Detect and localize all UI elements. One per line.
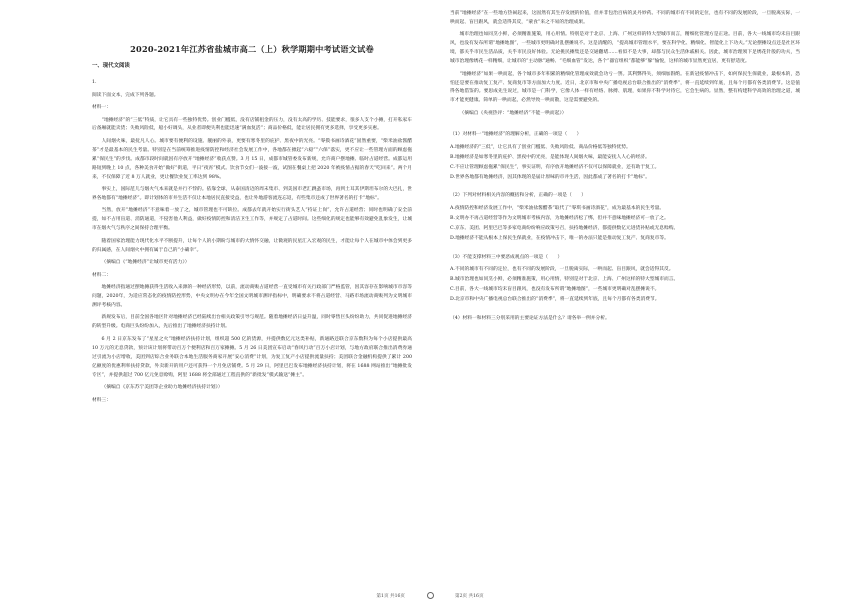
material-three-label: 材料三： [92,397,112,403]
material-three-paragraph: “地摊经济”如果一哄而起，各个城市多年积累的精细化管理成效就会功亏一篑。其利弊得失，须细加斟酌。在新冠疫情冲击下，如何保民生保就业，最根本的，恐怕还是要在推动复工复产、复商复市等方面加大力度。近日，北京市和中央广播电视总台联合推出的“消费季”，将一直延续到年底，且每个月都有各类消费节。这是值得各地借鉴的。要思成先生说过，城市是一门科学，它像人体一样有经络、脉搏、肌理，如果你不科学对待它，它会生病的。显然，整有构建科学高效的治理之道，城市才能更健康。简单的一哄而起，必然导致一哄而散，这是需要避免的。 [450,71,800,104]
material-two-source: （摘编自《京东苏宁美团等企业助力地摊经济扶持计划》） [101,385,223,390]
material-three-paragraph: 城市治理也如同烹小鲜，必须精准施策，用心用情。特别是对于北京、上海、广州这样的特大型城市而言，精细化管理方是正途。目前，各大一线城市均未盲目跟风，也没有发布所谓“地摊地图”，一些城市更明确对乱摆摊说不。这是清醒的，“提高城市管理水平，要在科学化、精细化、智能化上下功夫。”无论摆摊设点还是社区环境，都关乎市民生活品质，关乎市民良好体验。无论挑民摊集还是交通翻堵……看似不是大事，却都与民众生活休戚相关。因此，城市治理须下足绣花针般的功夫，当城市治理像绣花一样精细，让城市的“主动脉”通畅、“毛细血管”发达，各个“器官组织”都能够“躲”愉悦，这样的城市显然更宜居，更有舒适度。 [450,32,800,65]
question-number: 1. [92,80,97,85]
material-three-source: （摘编自《央视热评：“地摊经济”不能一哄而起》） [459,110,567,116]
question-1-option-d: D.世界各地都有地摊经济，因其体现的是届计原味的市井生活，因此都成了著名的打卡“地标”。 [450,174,651,180]
material-two-paragraph: 新规发布后，目前全国各地区针对地摊经济已经陆续出台相关政策引导与规范。随着地摊经济日益升温，同时零售巨头纷纷助力，共同促进地摊经济的转型升级。电商巨头纷纷加入，先后推出了地摊经济扶持计划。 [92,315,412,330]
material-one-paragraph: 事实上，国际范儿与烟火气本来就是并行不悖的。依靠全球，从泰国清迈的周末集市、到美国市老汇跳蚤市场，再到土耳其伊斯坦布尔的大巴扎，世界各地都有“地摊经济”。即计划体的市井生活不仅让本地居民直接受益，也让外地游客流连忘返，有些集市还成了世界著名的打卡“地标”。 [92,187,412,201]
page-divider-circle [427,592,434,599]
question-1-option-c: C.不应让管理顾虑拖累“保民生”，事实证明，有序放开地摊经济不仅可以保障就业，还有助于复工。 [450,164,660,170]
page-footer [0,592,860,599]
section-heading: 一、现代文阅读 [92,63,130,69]
material-one-paragraph: “地摊经济”的“三低”特质，让它具有一些独特优势。创业门槛低，没有店铺租金的压力，没有太高的学历、技能要求，很多人支个小摊，打开私家车后备厢就能卖货；失败风险低，船小好调头，从业者即便失利也能迅速“满血复活”；商品价格低，能让居民拥有更多选择，享受更多实惠。 [92,117,412,132]
exam-title: 2020-2021年江苏省盐城市高二（上）秋学期期中考试语文试卷 [130,44,374,54]
question-2-stem: （2）下列对材料相关内容的概括和分析，正确的一项是（ ） [450,193,587,199]
material-one-paragraph: 人间烟火味，最抚凡人心。城市要有便利的设施、靓丽的外表，更要有寒冬里的庇护、黑夜中的光亮。“零摸书画诗酒花”固然重要，“柴米油盐酱醋茶”才是最基本的民生考量。特别是在当前统筹推进疫情防控和经济社会发展工作中，各地都在掀起“六稳”“六保”落实，更不应让一些管理方面的顾虑拖累“保民生”的步伐。成都市段时间就因有序放开“地摊经济”收获点赞。3 月 15 日，成都市城管委发布新规，允许商户摆地摊、临时占道经营。成都运用路短到晚上 10 点，各种美食开始“做好”街道，平日“夜宵”模式。饮食节女们一波接一波，试图在餐桌上把 2020 年被疫情占据的春天“吃回来”。两个月来，不仅保障了近 8 万人就业，更让餐饮业复工率达到 98%。 [92,138,412,180]
question-4-stem: （4）材料一和材料三分别采用的主要论证方法是什么？请各举一例并分析。 [450,315,610,321]
material-three-paragraph: 当前“地摊经济”在一些地方热闹起来，这固然有其生存发展的价值，但并非包治百病的灵丹妙药。不同的城市有不同的定位，也有不同的发展阶段，一旦脱离实际，一哄而起、盲目跟风，就会适得其反，“蒙食”来之不易的治理成果。 [450,11,800,25]
question-3-option-c: C.目前，各大一线城市均未盲目跟风，也没有发布所谓“地摊地图”，一些城市更明确对乱摆摊说不。 [450,286,660,292]
material-one-paragraph: 随着国家治理能力现代化水平不断提升，让每个人的小期盼与城市的大情怀交融，让微观的民星汇入宏观的民生，才能让每个人在城市中体会到更多的归属感，在人间烟火中拥有属于自己的“小确幸”。 [92,238,412,253]
question-3-option-b: B.城市治理也如同烹小鲜，必须精准施策，用心用情，特别是对于北京、上海、广州这样的特大型城市而言。 [450,277,679,282]
material-one-paragraph: 当然，放开“地摊经济”不意味着一放了之，城市管理也不可缺位。成都去年就开始实行街头艺人“持证上岗”，允许占道经营；同时也明确了安全前提，如不占用盲道、消防通道，不侵害他人利益，做好疫情防控和清洁卫生工作等，并规定了占道时间。这些细化的规定也能够有效避免乱象发生，让城市在烟火气与秩序之间保持合理平衡。 [92,208,412,232]
material-one-label: 材料一： [92,105,112,110]
question-1-stem: （1）对材料一“地摊经济”的理解分析，正确的一项是（ ） [450,132,582,138]
question-1-option-b: B.地摊经济是如寒冬里的庇护、黑夜中的光亮，是能体现人间烟火味，最能安抚人人心的经济。 [450,154,650,160]
right-page [430,0,860,608]
page-number-right: 第2页 共16页 [454,594,484,599]
material-two-paragraph: 地摊经济指通过摆地摊获得生活收入来源的一种经济形势，以前，流动商贩占道经营一直受城市有关行政部门严格监管，因其容存在影响城市市容等问题，2020年，为适应常态化的疫情防控形势，中央文明办在今年全国文明城市测评指标中，明确要求不将占道经营、马路市场流动商贩列为文明城市测评考核内容。 [92,285,412,308]
question-1-option-a: A.地摊经济的“三低”，让它具有了创业门槛低、失败风险低、商品价格低等独特优势。 [450,144,631,150]
question-3-option-d: D.北京市和中央广播电视总台联合推出的“消费季”，将一直延续到年底，且每个月都有各类消费节。 [450,296,660,302]
reading-instruction: 阅读下面文本，完成下列各题。 [92,92,159,98]
material-two-paragraph: 6 月 2 日京东发布了“星星之火”地摊经济扶持计划，组织超 500 亿的货源，并提供数亿元这类补贴，新通路还联合京东数科为每个小店提供最高 10 万元的无息贷款，预计该计划将带动百万个便利店和百万家摊摊。5 月 26 日美团宣布启动“春风行动”百万小店计划，与地方政府联合推出消费券通过引流为小店增收，美团到店综合业务联合本地生活服务商家开展“安心消费”计划，为复工复产小店提供流量扶持；美团联合金融机构提供了累计 200 亿额度的优惠利率扶持贷款，外卖新开的用户还可获得一个月免店铺费。5 月 29 日，阿里巴巴发布地摊经济扶持计划，将在 1688 网站推出“地摊批发专区”，并提供超过 700 亿元免息赊购，阿里 1688 将全部通过工程直供的“新批发”模式输送“摊主”。 [92,336,412,378]
question-2-option-c: C.京东、美团、阿里巴巴等多家电商纷纷响应政策号召，扶持地摊经济，都提供数亿元进货补贴或无息赊购。 [450,225,679,231]
question-3-option-a: A.不同的城市有不同的定位，也有不同的发展阶段，一旦脱离实际，一哄而起、盲目跟风，就会适得其反。 [450,267,674,273]
material-one-source: （摘编自《“地摊经济”让城市更有活力》） [101,260,190,266]
question-2-option-a: A.疫情防控和经济发展工作中，“柴米油盐酱醋茶”取代了“零琪书画诗酒花”，成为最基本的民生考量。 [450,205,665,211]
material-two-label: 材料二： [92,272,112,278]
question-2-option-b: B.文明办不再占道经营等作为文明城市考核内容，为地摊经济松了绑，但并不意味地摊经济可一放了之。 [450,215,669,221]
page-number-left: 第1页 共16页 [376,594,406,599]
question-2-option-d: D.地摊经济不能从根本上保民生保就业，在疫情冲击下，唯一的办法只能是推动复工复产、复商复市等。 [450,235,669,241]
question-3-stem: （3）不能支撑材料三中要恶成观点的一项是（ ） [450,254,563,260]
